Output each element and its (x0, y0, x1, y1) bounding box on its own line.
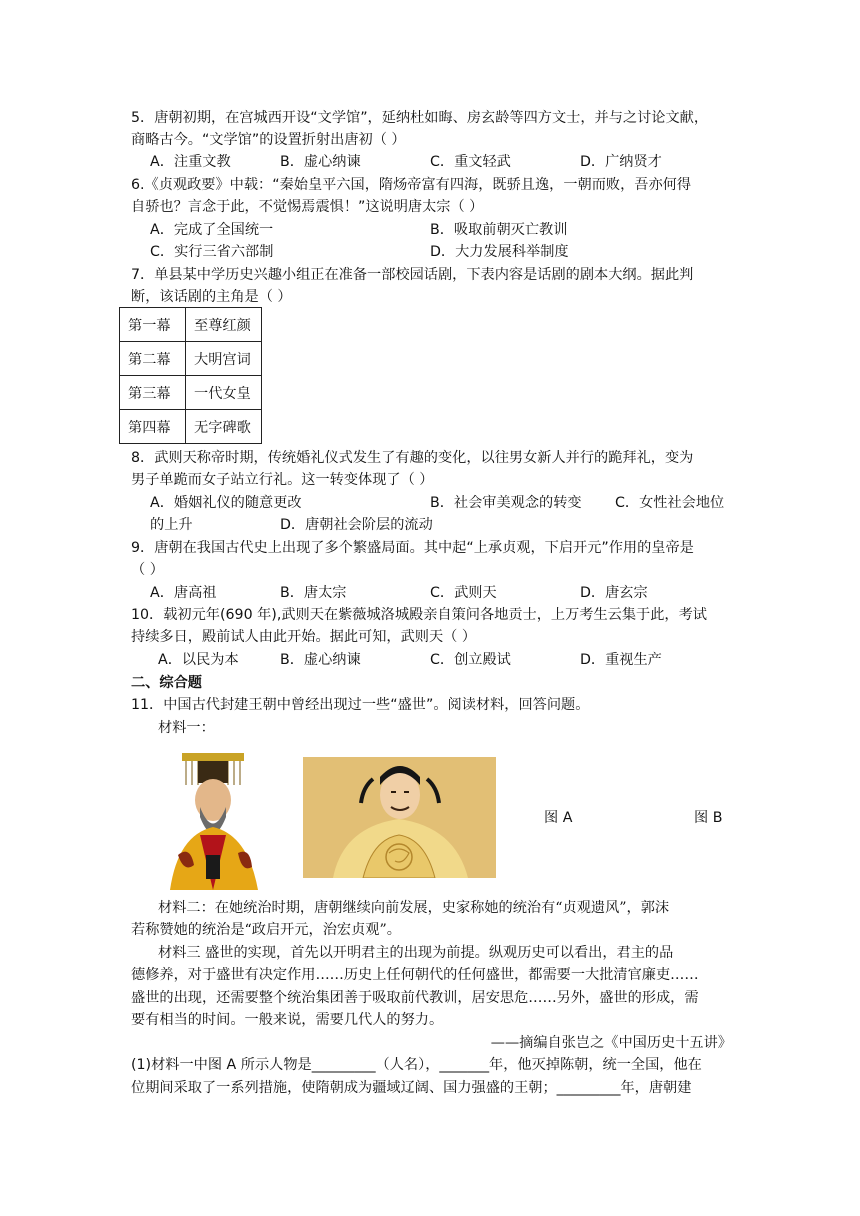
q6-stem-line2: 自骄也？言念于此，不觉惕焉震惧！”这说明唐太宗（ ） (131, 199, 484, 215)
q5-option-b: B．虚心纳谏 (280, 154, 361, 170)
q6-option-c: C．实行三省六部制 (150, 244, 274, 260)
table-row (120, 342, 262, 376)
q8-option-c: C．女性社会地位 (615, 495, 725, 511)
q7-stem-line1: 7．单县某中学历史兴趣小组正在准备一部校园话剧，下表内容是话剧的剧本大纲。据此判 (131, 267, 694, 283)
act-title: 一代女皇 (186, 376, 262, 410)
q8-option-a: A．婚姻礼仪的随意更改 (150, 495, 302, 511)
q9-option-d: D．唐玄宗 (580, 585, 648, 601)
figure-a-caption: 图 A (544, 810, 573, 826)
q8-stem-line1: 8．武则天称帝时期，传统婚礼仪式发生了有趣的变化，以往男女新人并行的跪拜礼，变为 (131, 450, 694, 466)
material-two-line1: 材料二：在她统治时期，唐朝继续向前发展，史家称她的统治有“贞观遗风”，郭沫 (158, 900, 670, 916)
q9-option-a: A．唐高祖 (150, 585, 217, 601)
q8-option-b: B．社会审美观念的转变 (430, 495, 582, 511)
q9-option-c: C．武则天 (430, 585, 497, 601)
q5-option-a: A．注重文教 (150, 154, 231, 170)
q10-option-a: A．以民为本 (158, 652, 239, 668)
q6-option-a: A．完成了全国统一 (150, 222, 274, 238)
material-source: ——摘编自张岂之《中国历史十五讲》 (490, 1035, 732, 1051)
act-label: 第一幕 (120, 308, 186, 342)
sub-question-1-line1: (1)材料一中图 A 所示人物是_________（人名），_______年，他灭掉陈朝，统一全国，他在 (131, 1057, 702, 1073)
portrait-figure-b (303, 757, 496, 878)
act-label: 第三幕 (120, 376, 186, 410)
table-row (120, 410, 262, 444)
section-heading: 二、综合题 (131, 675, 202, 691)
q9-option-b: B．唐太宗 (280, 585, 347, 601)
q8-option-d: D．唐朝社会阶层的流动 (280, 517, 433, 533)
q6-stem-line1: 6.《贞观政要》中载：“秦始皇平六国，隋炀帝富有四海，既骄且逸，一朝而败，吾亦何得 (131, 177, 692, 193)
material-three-line2: 德修养，对于盛世有决定作用……历史上任何朝代的任何盛世，都需要一大批清官廉吏…… (131, 967, 699, 983)
sub-question-1-line2: 位期间采取了一系列措施，使隋朝成为疆域辽阔、国力强盛的王朝；_________年，唐朝建 (131, 1080, 692, 1096)
material-three-line4: 要有相当的时间。一般来说，需要几代人的努力。 (131, 1012, 444, 1028)
q5-stem-line2: 商略古今。“文学馆”的设置折射出唐初（ ） (131, 132, 406, 148)
act-label: 第二幕 (120, 342, 186, 376)
script-outline-table (119, 307, 262, 444)
table-row (120, 376, 262, 410)
figure-b-caption: 图 B (694, 810, 723, 826)
q9-stem-line1: 9．唐朝在我国古代史上出现了多个繁盛局面。其中起“上承贞观，下启开元”作用的皇帝是 (131, 540, 694, 556)
q10-option-c: C．创立殿试 (430, 652, 511, 668)
material-three-line3: 盛世的出现，还需要整个统治集团善于吸取前代教训，居安思危……另外，盛世的形成，需 (131, 990, 699, 1006)
material-one-label: 材料一： (158, 720, 215, 736)
q9-stem-line2: （ ） (131, 562, 164, 578)
material-two-line2: 若称赞她的统治是“政启开元，治宏贞观”。 (131, 922, 401, 938)
q5-option-c: C．重文轻武 (430, 154, 511, 170)
q11-intro: 11．中国古代封建王朝中曾经出现过一些“盛世”。阅读材料，回答问题。 (131, 697, 590, 713)
material-three-line1: 材料三 盛世的实现，首先以开明君主的出现为前提。纵观历史可以看出，君主的品 (158, 945, 674, 961)
q10-option-b: B．虚心纳谏 (280, 652, 361, 668)
q10-stem-line2: 持续多日，殿前试人由此开始。据此可知，武则天（ ） (131, 629, 477, 645)
q7-stem-line2: 断，该话剧的主角是（ ） (131, 289, 292, 305)
act-title: 无字碑歌 (186, 410, 262, 444)
emperor-portrait-icon (160, 745, 265, 890)
table-row (120, 308, 262, 342)
q5-stem-line1: 5．唐朝初期，在宫城西开设“文学馆”，延纳杜如晦、房玄龄等四方文士，并与之讨论文献， (131, 110, 709, 126)
portrait-figure-a (160, 745, 265, 890)
q5-option-d: D．广纳贤才 (580, 154, 662, 170)
act-title: 大明宫词 (186, 342, 262, 376)
q10-option-d: D．重视生产 (580, 652, 662, 668)
act-title: 至尊红颜 (186, 308, 262, 342)
q8-stem-line2: 男子单跪而女子站立行礼。这一转变体现了（ ） (131, 472, 434, 488)
q6-option-d: D．大力发展科举制度 (430, 244, 569, 260)
q6-option-b: B．吸取前朝灭亡教训 (430, 222, 568, 238)
act-label: 第四幕 (120, 410, 186, 444)
q10-stem-line1: 10．载初元年(690 年),武则天在紫薇城洛城殿亲自策问各地贡士，上万考生云集于此，考试 (131, 607, 707, 623)
painted-portrait-icon (303, 757, 496, 878)
q8-option-c-continued: 的上升 (150, 517, 193, 533)
